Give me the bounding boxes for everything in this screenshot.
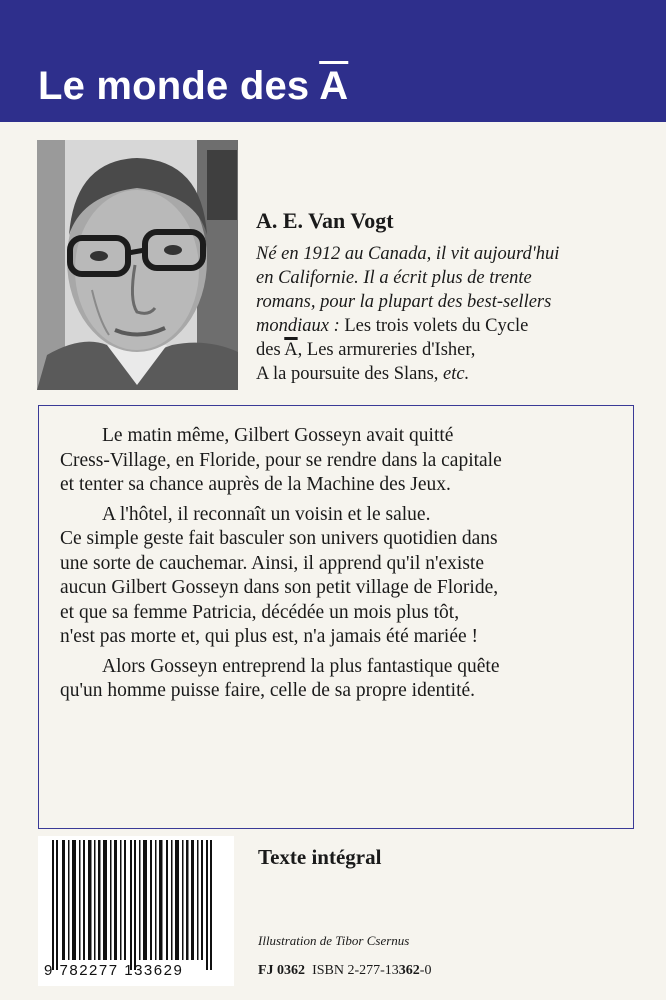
- bio-line: etc.: [443, 364, 470, 384]
- synopsis-text: [60, 424, 620, 704]
- bio-letter: $\overline{A}$: [284, 340, 298, 360]
- bio-line: Les trois volets du Cycle: [339, 316, 529, 336]
- barcode-digits: 9 782277 133629: [44, 962, 184, 979]
- product-code: FJ 0362: [258, 963, 306, 978]
- bio-line: des: [256, 340, 285, 360]
- synopsis-line: qu'un homme puisse faire, celle de sa propre identité.: [60, 680, 476, 701]
- synopsis-line: et que sa femme Patricia, décédée un mois plus tôt,: [60, 601, 460, 623]
- synopsis-line: A l'hôtel, il reconnaît un voisin et le salue.: [102, 503, 431, 525]
- bio-line: A la poursuite des Slans,: [256, 364, 444, 384]
- isbn-suffix: -0: [419, 963, 432, 978]
- author-portrait-image: [37, 140, 238, 390]
- synopsis-line: Alors Gosseyn entreprend la plus fantastique quête: [102, 655, 500, 677]
- series-title-letter: $\overline{A}$: [319, 64, 349, 108]
- author-bio: [256, 242, 636, 386]
- isbn-line: [258, 963, 431, 979]
- author-name: A. E. Van Vogt: [256, 208, 394, 233]
- series-title-text: Le monde des: [38, 64, 320, 108]
- illustration-credit: Illustration de Tibor Csernus: [258, 933, 410, 948]
- synopsis-line: Ce simple geste fait basculer son univers quotidien dans: [60, 528, 498, 549]
- isbn-bold: 362: [398, 963, 420, 978]
- bio-line: , Les armureries d'Isher,: [297, 340, 476, 360]
- author-photo: [37, 140, 238, 390]
- synopsis-line: aucun Gilbert Gosseyn dans son petit village de Floride,: [60, 577, 499, 598]
- bio-line: en Californie. Il a écrit plus de trente: [256, 268, 532, 288]
- synopsis-line: Cress-Village, en Floride, pour se rendre dans la capitale: [60, 449, 502, 471]
- full-text-label: Texte intégral: [258, 845, 382, 869]
- isbn-prefix: ISBN 2-277-13: [312, 963, 399, 978]
- bio-line: mondiaux :: [256, 316, 340, 336]
- synopsis-line: Le matin même, Gilbert Gosseyn avait quitté: [102, 425, 454, 446]
- series-title: [38, 64, 348, 109]
- synopsis-line: une sorte de cauchemar. Ainsi, il apprend qu'il n'existe: [60, 552, 484, 574]
- synopsis-line: et tenter sa chance auprès de la Machine des Jeux.: [60, 474, 451, 495]
- bio-line: romans, pour la plupart des best-sellers: [256, 292, 552, 312]
- bio-line: Né en 1912 au Canada, il vit aujourd'hui: [256, 244, 560, 264]
- synopsis-line: n'est pas morte et, qui plus est, n'a jamais été mariée !: [60, 626, 479, 647]
